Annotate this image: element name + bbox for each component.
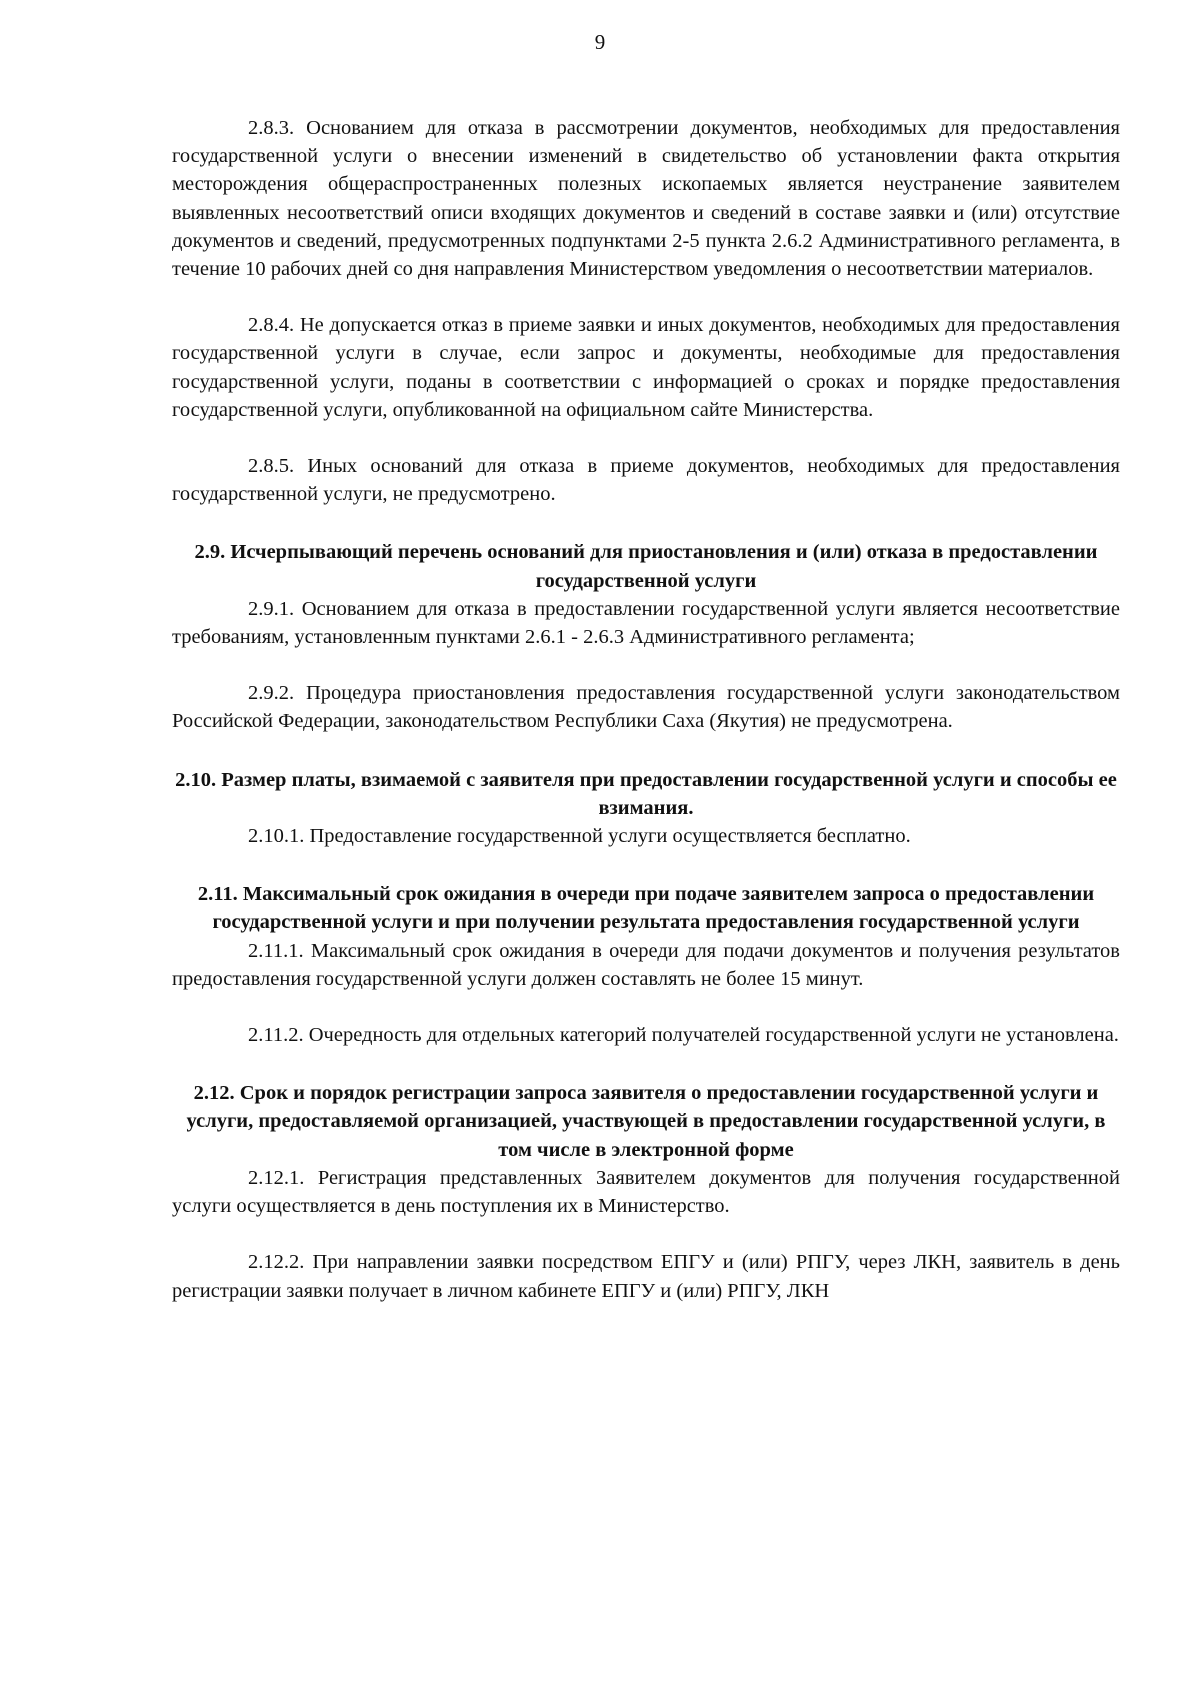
paragraph-2-9-2: 2.9.2. Процедура приостановления предоставления государственной услуги законодательством Российской Федерации, законодательством Республики Саха (Якутия) не предусмотрена. <box>172 682 1120 733</box>
heading-2-12: 2.12. Срок и порядок регистрации запроса заявителя о предоставлении государственной услуги и услуги, предоставляемой организацией, участвующей в предоставлении государственной услуги, в том числе в электронной форме <box>186 1082 1106 1161</box>
paragraph-2-8-5: 2.8.5. Иных оснований для отказа в приеме документов, необходимых для предоставления государственной услуги, не предусмотрено. <box>172 455 1120 506</box>
page-number: 9 <box>594 30 606 54</box>
heading-2-11: 2.11. Максимальный срок ожидания в очереди при подаче заявителем запроса о предоставлении государственной услуги и при получении результата предоставления государственной услуги <box>197 883 1095 934</box>
heading-2-10: 2.10. Размер платы, взимаемой с заявителя при предоставлении государственной услуги и способы ее взимания. <box>175 768 1117 819</box>
paragraph-2-8-4: 2.8.4. Не допускается отказ в приеме заявки и иных документов, необходимых для предоставления государственной услуги в случае, если запрос и документы, необходимые для предоставления государственной услуги, поданы в соответствии с информацией о сроках и порядке предоставления государственной услуги, опубликованной на официальном сайте Министерства. <box>172 314 1120 421</box>
paragraph-2-12-2: 2.12.2. При направлении заявки посредством ЕПГУ и (или) РПГУ, через ЛКН, заявитель в день регистрации заявки получает в личном кабинете ЕПГУ и (или) РПГУ, ЛКН <box>172 1251 1120 1302</box>
paragraph-2-12-1: 2.12.1. Регистрация представленных Заявителем документов для получения государственной услуги осуществляется в день поступления их в Министерство. <box>172 1166 1120 1218</box>
paragraph-2-9-1: 2.9.1. Основанием для отказа в предоставлении государственной услуги является несоответствие требованиям, установленным пунктами 2.6.1 - 2.6.3 Административного регламента; <box>172 597 1120 649</box>
paragraph-2-11-2: 2.11.2. Очередность для отдельных категорий получателей государственной услуги не установлена. <box>248 1024 1119 1047</box>
paragraph-2-8-3: 2.8.3. Основанием для отказа в рассмотрении документов, необходимых для предоставления государственной услуги о внесении изменений в свидетельство об установлении факта открытия месторождения общераспространенных полезных ископаемых является неустранение заявителем выявленных несоответствий описи входящих документов и сведений в составе заявки и (или) отсутствие документов и сведений, предусмотренных подпунктами 2-5 пункта 2.6.2 Административного регламента, в течение 10 рабочих дней со дня направления Министерством уведомления о несоответствии материалов. <box>172 117 1120 281</box>
paragraph-2-10-1: 2.10.1. Предоставление государственной услуги осуществляется бесплатно. <box>248 825 911 848</box>
heading-2-9: 2.9. Исчерпывающий перечень оснований для приостановления и (или) отказа в предоставлении государственной услуги <box>194 541 1098 592</box>
document-body <box>172 114 1120 1305</box>
paragraph-2-11-1: 2.11.1. Максимальный срок ожидания в очереди для подачи документов и получения результатов предоставления государственной услуги должен составлять не более 15 минут. <box>172 939 1120 990</box>
